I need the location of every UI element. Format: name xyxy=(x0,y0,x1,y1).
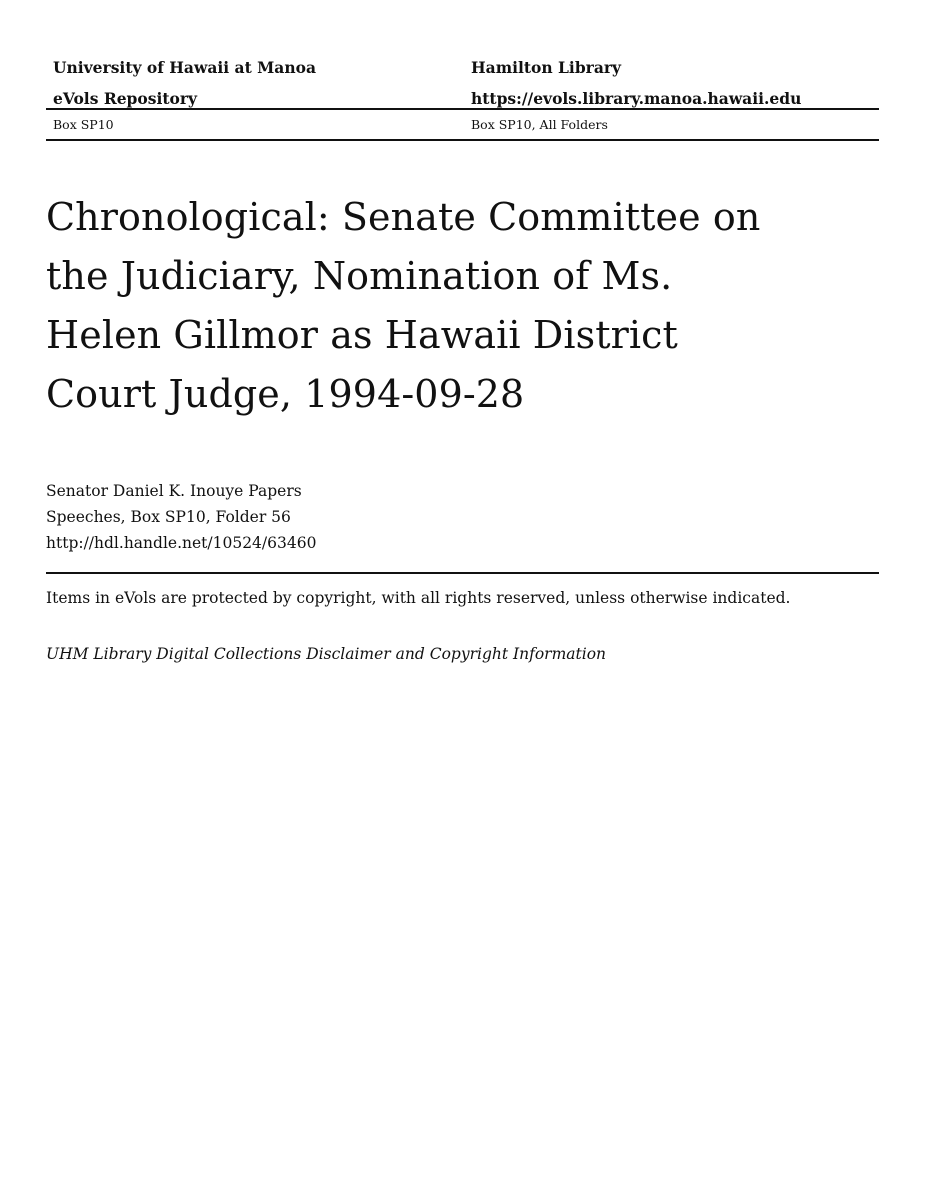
folder-location: Speeches, Box SP10, Folder 56 xyxy=(46,508,291,526)
header-bottom-divider xyxy=(46,139,879,141)
repository-name: eVols Repository xyxy=(53,89,198,108)
box-label-right: Box SP10, All Folders xyxy=(471,117,608,132)
document-metadata xyxy=(46,478,316,556)
header-box-left-cell xyxy=(46,110,464,139)
title-line: Chronological: Senate Committee on xyxy=(46,195,761,239)
content-divider xyxy=(46,572,879,574)
header-box-right-cell xyxy=(464,110,879,139)
title-line: Court Judge, 1994-09-28 xyxy=(46,372,525,416)
handle-link[interactable]: http://hdl.handle.net/10524/63460 xyxy=(46,534,317,552)
copyright-notice: Items in eVols are protected by copyright, with all rights reserved, unless otherwise indicated. xyxy=(46,589,791,607)
disclaimer-link[interactable]: UHM Library Digital Collections Disclaimer and Copyright Information xyxy=(46,645,607,663)
header-top-row xyxy=(46,52,879,108)
title-line: the Judiciary, Nomination of Ms. xyxy=(46,254,673,298)
header-right-column xyxy=(464,52,879,108)
institution-name: University of Hawaii at Manoa xyxy=(53,58,316,77)
library-name: Hamilton Library xyxy=(471,58,622,77)
title-line: Helen Gillmor as Hawaii District xyxy=(46,313,678,357)
header-box-row xyxy=(46,110,879,139)
header-left-column xyxy=(46,52,464,108)
repository-url[interactable]: https://evols.library.manoa.hawaii.edu xyxy=(471,89,802,108)
box-label-left: Box SP10 xyxy=(53,117,114,132)
document-title xyxy=(46,188,806,424)
header-table xyxy=(46,52,879,141)
collection-name: Senator Daniel K. Inouye Papers xyxy=(46,482,302,500)
